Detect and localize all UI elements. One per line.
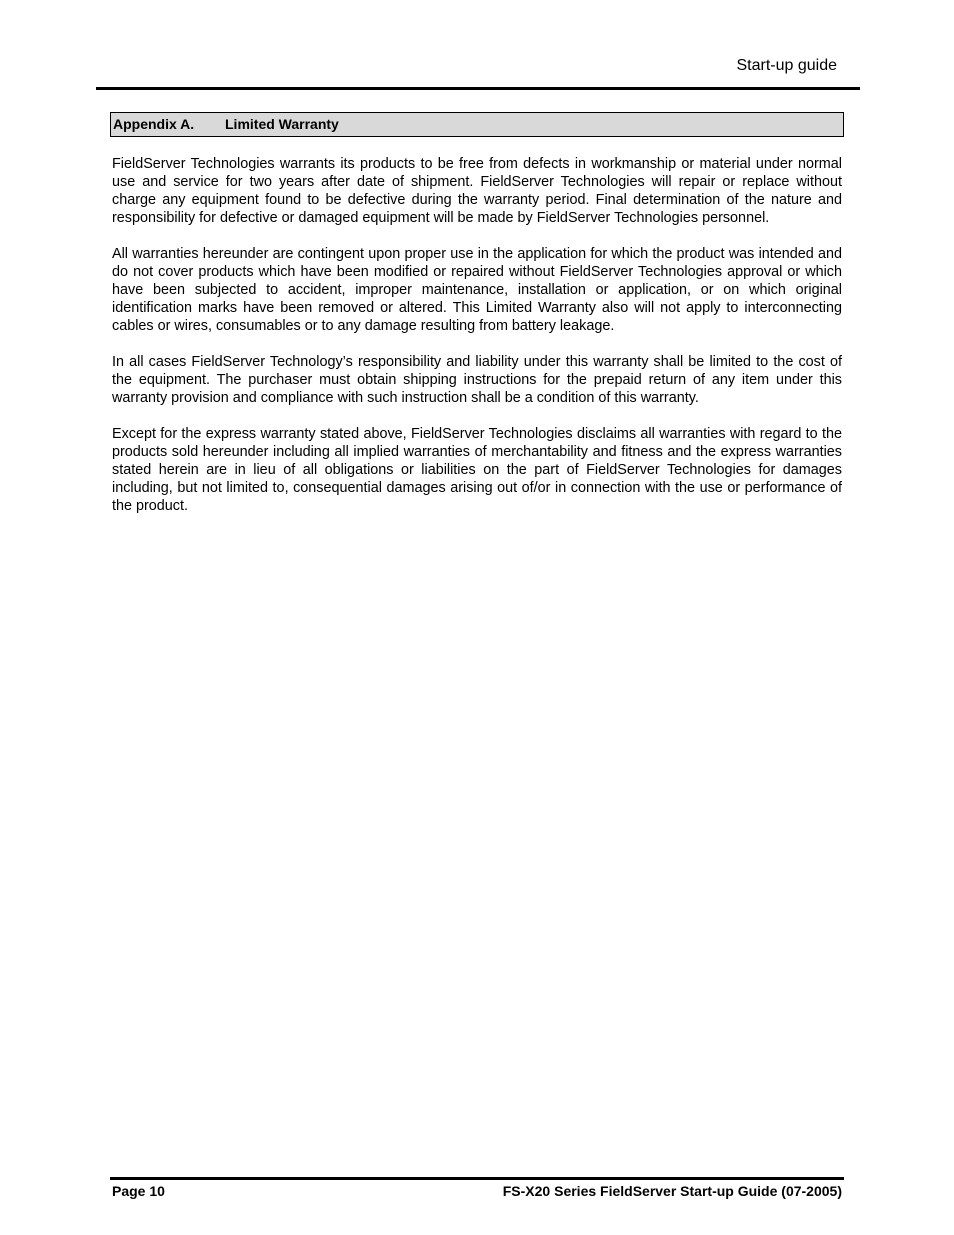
header-title: Start-up guide: [736, 57, 837, 74]
footer-rule: [110, 1177, 844, 1180]
header-rule: [96, 87, 860, 90]
document-title: FS-X20 Series FieldServer Start-up Guide (07-2005): [502, 1183, 842, 1199]
paragraph-1: FieldServer Technologies warrants its products to be free from defects in workmanship or material under normal use and service for two years after date of shipment. FieldServer Technologies will repair or replace without charge any equipment found to be defective during the warranty period. Final determination of the nature and responsibility for defective or damaged equipment will be made by FieldServer Technologies personnel.: [112, 156, 842, 226]
page-number: Page 10: [112, 1183, 165, 1199]
paragraph-4: Except for the express warranty stated above, FieldServer Technologies disclaims all warranties with regard to the products sold hereunder including all implied warranties of merchantability and fitness and the express warranties stated herein are in lieu of all obligations or liabilities on the part of FieldServer Technologies for damages including, but not limited to, consequential damages arising out of/or in connection with the use or performance of the product.: [112, 426, 842, 514]
paragraph-3: In all cases FieldServer Technology’s responsibility and liability under this warranty shall be limited to the cost of the equipment. The purchaser must obtain shipping instructions for the prepaid return of any item under this warranty provision and compliance with such instruction shall be a condition of this warranty.: [112, 354, 842, 406]
appendix-label: Appendix A.: [113, 116, 195, 132]
section-heading: [110, 112, 844, 137]
appendix-title: Limited Warranty: [225, 116, 339, 132]
paragraph-2: All warranties hereunder are contingent upon proper use in the application for which the product was intended and do not cover products which have been modified or repaired without FieldServer Technologies approval or which have been subjected to accident, improper maintenance, installation or application, or on which original identification marks have been removed or altered. This Limited Warranty also will not apply to interconnecting cables or wires, consumables or to any damage resulting from battery leakage.: [112, 246, 842, 334]
warranty-body: [112, 155, 842, 533]
